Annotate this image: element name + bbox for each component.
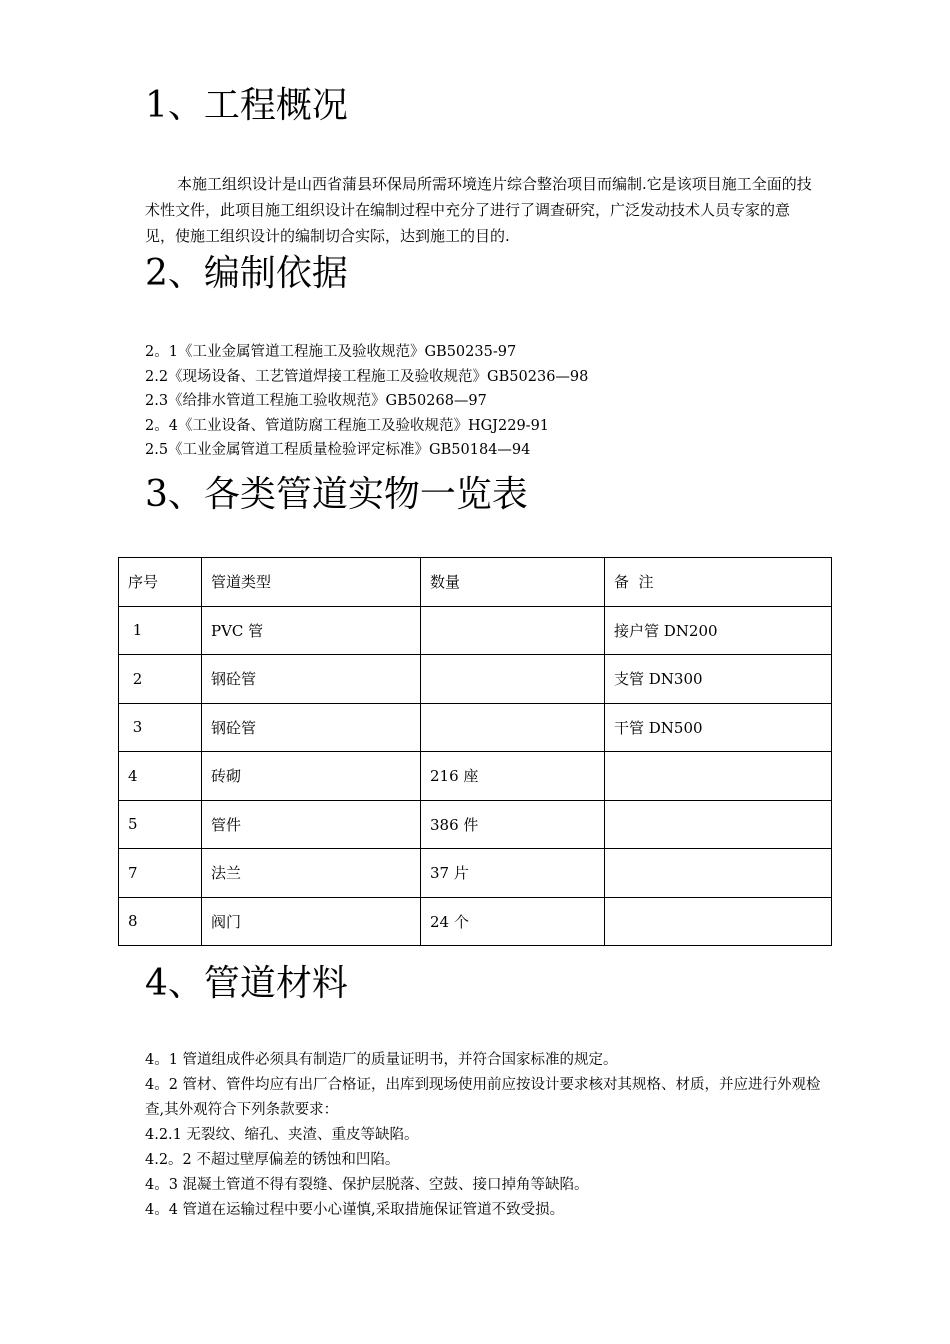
header-cell: 备 注 — [605, 558, 832, 607]
table-row — [119, 800, 832, 849]
standard-item: 2。1《工业金属管道工程施工及验收规范》GB50235-97 — [145, 344, 517, 360]
pipe-inventory-table — [118, 557, 832, 946]
table-cell: 216 座 — [421, 752, 605, 801]
table-cell: 3 — [119, 703, 202, 752]
table-cell — [605, 849, 832, 898]
table-cell: 1 — [119, 606, 202, 655]
table-cell — [421, 655, 605, 704]
table-cell: 钢砼管 — [202, 655, 421, 704]
header-cell: 序号 — [119, 558, 202, 607]
table-cell: 支管 DN300 — [605, 655, 832, 704]
table-cell: 24 个 — [421, 897, 605, 946]
table-cell: 4 — [119, 752, 202, 801]
table-cell — [421, 606, 605, 655]
table-cell: 干管 DN500 — [605, 703, 832, 752]
table-cell: 法兰 — [202, 849, 421, 898]
table-cell: 2 — [119, 655, 202, 704]
material-item: 4。1 管道组成件必须具有制造厂的质量证明书，并符合国家标准的规定。 — [145, 1052, 618, 1068]
table-row — [119, 606, 832, 655]
table-cell: 37 片 — [421, 849, 605, 898]
table-row — [119, 752, 832, 801]
section-1-heading: 1、工程概况 — [145, 85, 348, 126]
section-3-heading: 3、各类管道实物一览表 — [145, 474, 528, 515]
materials-list — [145, 1048, 825, 1223]
table-cell: 阀门 — [202, 897, 421, 946]
material-item: 4。4 管道在运输过程中要小心谨慎,采取措施保证管道不致受损。 — [145, 1202, 565, 1218]
material-item: 4。3 混凝土管道不得有裂缝、保护层脱落、空鼓、接口掉角等缺陷。 — [145, 1177, 589, 1193]
table-cell: 钢砼管 — [202, 703, 421, 752]
standards-list — [145, 340, 588, 463]
header-cell: 数量 — [421, 558, 605, 607]
table-cell — [605, 752, 832, 801]
table-cell — [605, 800, 832, 849]
table-row — [119, 703, 832, 752]
material-item: 4.2。2 不超过壁厚偏差的锈蚀和凹陷。 — [145, 1152, 400, 1168]
section-4-heading: 4、管道材料 — [145, 963, 348, 1004]
table-cell: 7 — [119, 849, 202, 898]
table-cell: 8 — [119, 897, 202, 946]
table-row — [119, 655, 832, 704]
table-row — [119, 849, 832, 898]
material-item: 4.2.1 无裂纹、缩孔、夹渣、重皮等缺陷。 — [145, 1127, 419, 1143]
table-cell: 5 — [119, 800, 202, 849]
standard-item: 2.2《现场设备、工艺管道焊接工程施工及验收规范》GB50236—98 — [145, 368, 589, 385]
table-cell: 砖砌 — [202, 752, 421, 801]
standard-item: 2.5《工业金属管道工程质量检验评定标准》GB50184—94 — [145, 442, 531, 458]
table-cell: 386 件 — [421, 800, 605, 849]
header-cell: 管道类型 — [202, 558, 421, 607]
table-cell: 管件 — [202, 800, 421, 849]
table-cell — [605, 897, 832, 946]
standard-item: 2。4《工业设备、管道防腐工程施工及验收规范》HGJ229-91 — [145, 417, 550, 434]
section-1-paragraph: 本施工组织设计是山西省蒲县环保局所需环境连片综合整治项目而编制.它是该项目施工全面的技术性文件，此项目施工组织设计在编制过程中充分了进行了调查研究，广泛发动技术人员专家的意见，使施工组织设计的编制切合实际，达到施工的目的. — [145, 175, 812, 245]
standard-item: 2.3《给排水管道工程施工验收规范》GB50268—97 — [145, 393, 487, 409]
section-2-heading: 2、编制依据 — [145, 253, 348, 294]
table-header-row — [119, 558, 832, 607]
material-item: 4。2 管材、管件均应有出厂合格证，出库到现场使用前应按设计要求核对其规格、材质，并应进行外观检查,其外观符合下列条款要求： — [145, 1077, 821, 1118]
table-cell: 接户管 DN200 — [605, 606, 832, 655]
table-cell — [421, 703, 605, 752]
table-cell: PVC 管 — [202, 606, 421, 655]
table-row — [119, 897, 832, 946]
